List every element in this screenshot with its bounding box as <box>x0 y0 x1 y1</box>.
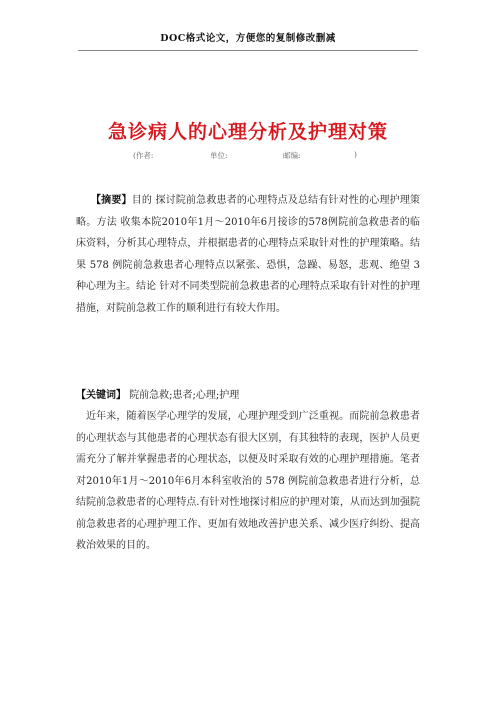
header-divider <box>78 50 418 51</box>
keywords-label: 【关键词】 <box>76 390 126 401</box>
abstract-label: 【摘要】 <box>91 195 132 206</box>
unit-label: 单位: <box>210 151 228 160</box>
keywords-line <box>76 385 420 407</box>
intro-paragraph: 近年来，随着医学心理学的发展，心理护理受到广泛重视。而院前急救患者的心理状态与其他患者的心理状态有很大区别，有其独特的表现，医护人员更需充分了解并掌握患者的心理状态，以便及时采取有效的心理护理措施。笔者对2010年1月～2010年6月本科室收治的 578 例院前急救患者进行分析，总结院前急救患者的心理特点.有针对性地探讨相应的护理对策，从而达到加强院前急救患者的心理护理工作、更加有效地改善护患关系、减少医疗纠纷、提高救治效果的目的。 <box>76 411 420 551</box>
keywords-text: 院前急救;患者;心理;护理 <box>126 390 240 401</box>
author-info <box>0 150 496 164</box>
page-header: DOC格式论文，方便您的复制修改删减 <box>160 33 336 44</box>
article-title: 急诊病人的心理分析及护理对策 <box>107 121 388 143</box>
abstract-text: 目的 探讨院前急救患者的心理特点及总结有针对性的心理护理策略。方法 收集本院2010年1月～2010年6月接诊的578例院前急救患者的临床资料，分析其心理特点，并根据患者的心理特点采取针对性的护理策略。结果 578 例院前急救患者心理特点以紧张、恐惧，急躁、易怒，悲观、绝望 3 种心理为主。结论 针对不同类型院前急救患者的心理特点采取有针对性的护理措施，对院前急救工作的顺利进行有较大作用。 <box>76 195 420 314</box>
abstract-paragraph <box>76 190 420 319</box>
postcode-label: 邮编: <box>283 151 301 160</box>
author-info-close: ) <box>354 150 357 159</box>
author-label: (作者: <box>133 151 154 160</box>
